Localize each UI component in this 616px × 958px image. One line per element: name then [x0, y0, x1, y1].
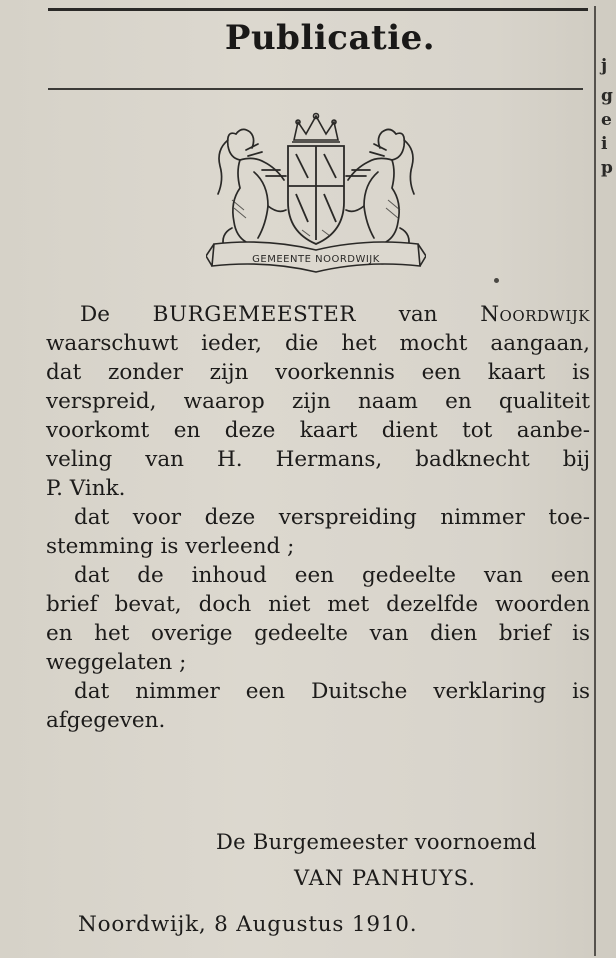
body-line [46, 300, 590, 329]
body-line: stemming is verleend ; [46, 534, 295, 559]
signoff-name: VAN PANHUYS. [294, 866, 476, 890]
adjacent-column-fragment: j [601, 56, 608, 76]
body-line: en het overige gedeelte van dien brief is [46, 621, 590, 646]
body-line: veling van H. Hermans, badknecht bij [46, 447, 590, 472]
top-border-rule [48, 8, 588, 11]
adjacent-column-fragment: i [601, 134, 608, 154]
body-line: afgegeven. [46, 708, 166, 733]
dateline: Noordwijk, 8 Augustus 1910. [78, 912, 418, 937]
body-line: dat nimmer een Duitsche verklaring is [74, 679, 590, 704]
body-line: brief bevat, doch niet met dezelfde woorden [46, 592, 590, 617]
ink-spot [494, 278, 499, 283]
signoff-role: De Burgemeester voornoemd [216, 830, 537, 854]
body-line: waarschuwt ieder, die het mocht aangaan, [46, 331, 590, 356]
body-line: dat de inhoud een gedeelte van een [74, 563, 590, 588]
body-line: verspreid, waarop zijn naam en qualiteit [46, 389, 590, 414]
body-line: dat zonder zijn voorkennis een kaart is [46, 360, 590, 385]
body-line: P. Vink. [46, 476, 126, 501]
title-rule [48, 88, 583, 90]
body-line: dat voor deze verspreiding nimmer toe- [74, 505, 590, 530]
notice-title: Publicatie. [224, 18, 436, 58]
notice-body [46, 300, 590, 735]
adjacent-column-fragment: p [601, 158, 613, 178]
coat-of-arms-emblem [206, 110, 426, 285]
column-divider-rule [594, 6, 596, 956]
body-line-part: De [80, 302, 153, 327]
body-line: voorkomt en deze kaart dient tot aanbe- [46, 418, 590, 443]
adjacent-column-fragment: e [601, 110, 612, 130]
body-line-part: BURGEMEESTER [152, 302, 356, 327]
body-line: weggelaten ; [46, 650, 187, 675]
body-line-part: van [356, 302, 481, 327]
emblem-ribbon-text: GEMEENTE NOORDWIJK [252, 254, 380, 265]
body-line-part: Noordwijk [480, 302, 590, 327]
adjacent-column-fragment: g [601, 86, 613, 106]
